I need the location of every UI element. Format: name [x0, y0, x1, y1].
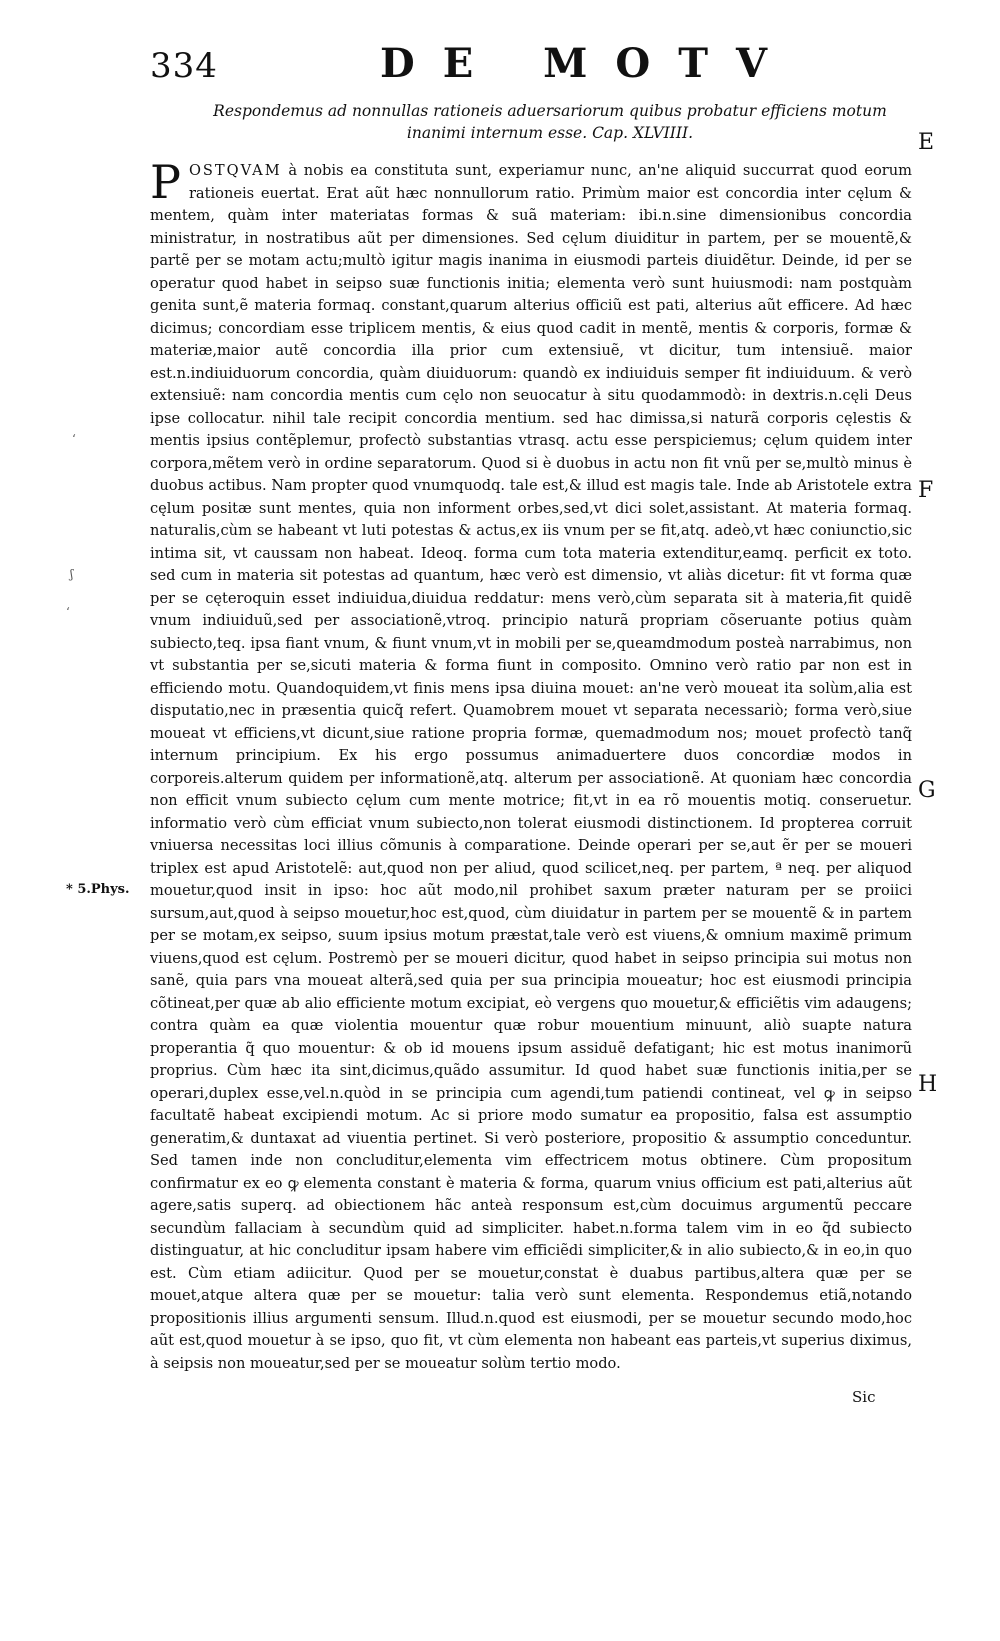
- body-text: [150, 155, 912, 1375]
- catchword: Sic: [852, 1388, 876, 1406]
- margin-letter-h: H: [918, 1072, 938, 1097]
- margin-mark: ʻ: [66, 605, 70, 619]
- chapter-heading: Respondemus ad nonnullas rationeis aduersariorum quibus probatur efficiens motum inanimi internum esse. Cap. XLVIIII.: [213, 102, 887, 142]
- running-title: DE MOTV: [380, 40, 796, 87]
- paragraph-text: à nobis ea constituta sunt, experiamur nunc, an'ne aliquid succurrat quod eorum rationeis euertat. Erat aũt hæc nonnullorum ratio. Primùm maior est concordia inter cęlum & mentem, quàm inter materiatas formas & suã materiam: ibi.n.sine dimensionibus concordia ministratur, in nostratibus aũt per dimensiones. Sed cęlum diuiditur in partem, per se mouentẽ,& partẽ per se motam actu;multò igitur magis inanima in eiusmodi parteis diuidẽtur. Deinde, id per se operatur quod habet in seipso suæ functionis initia; elementa verò sunt huiusmodi: nam postquàm genita sunt,ẽ materia formaq. constant,quarum alterius officiũ est pati, alterius aũt efficere. Ad hæc dicimus; concordiam esse triplicem mentis, & eius quod cadit in mentẽ, mentis & corporis, formæ & materiæ,maior autẽ concordia illa prior cum extensiuẽ, vt dicitur, tum intensiuẽ. maior est.n.indiuiduorum concordia, quàm diuiduorum: quandò ex indiuiduis semper fit indiuiduum. & verò extensiuẽ: nam concordia mentis cum cęlo non seuocatur à situ quodammodò: in dextris.n.cęli Deus ipse collocatur. nihil tale recipit concordia mentium. sed hac dimissa,si naturã corporis cęlestis & mentis ipsius contẽplemur, profectò substantias vtrasq. actu esse perspiciemus; cęlum quidem inter corpora,mẽtem verò in ordine separatorum. Quod si è duobus in actu non fit vnũ per se,multò minus è duobus actibus. Nam propter quod vnumquodq. tale est,& illud est magis tale. Inde ab Aristotele extra cęlum positæ sunt mentes, quia non informent orbes,sed,vt dici solet,assistant. At materia formaq. naturalis,cùm se habeant vt luti potestas & actus,ex iis vnum per se fit,atq. adeò,vt hæc coniunctio,sic intima sit, vt caussam non habeat. Ideoq. forma cum tota materia extenditur,eamq. perficit ex toto. sed cum in materia sit potestas ad quantum, hæc verò est dimensio, vt aliàs dicetur: fit vt forma quæ per se cęteroquin esset indiuidua,diuidua reddatur: mens verò,cùm separata sit à materia,fit quidẽ vnum indiuiduũ,sed per associationẽ,vtroq. principio naturã propriam cõseruante potius quàm subiecto,teq. ipsa fiant vnum, & fiunt vnum,vt in mobili per se,queamdmodum posteà narrabimus, non vt substantia per se,sicuti materia & forma fiunt in composito. Omnino verò ratio par non est in efficiendo motu. Quandoquidem,vt finis mens ipsa diuina mouet: an'ne verò moueat ita solùm,alia est disputatio,nec in præsentia quicq̃ refert. Quamobrem mouet vt separata necessariò; forma verò,siue moueat vt efficiens,vt dicunt,siue ratione propria formæ, quemadmodum nos; mouet profectò tanq̃ internum principium. Ex his ergo possumus animaduertere duos concordiæ modos in corporeis.alterum quidem per informationẽ,atq. alterum per associationẽ. At quoniam hæc concordia non efficit vnum subiecto cęlum cum mente motrice; fit,vt in ea rõ mouentis motiq. conseruetur. informatio verò cùm efficiat vnum subiecto,non tolerat eiusmodi distinctionem. Id propterea corruit vniuersa necessitas loci illius cõmunis à comparatione. Deinde operari per se,aut ẽr per se moueri triplex est apud Aristotelẽ: aut,quod non per aliud, quod scilicet,neq. per partem, ª neq. per aliquod mouetur,quod insit in ipso: hoc aũt modo,nil prohibet saxum præter naturam per se proiici sursum,aut,quod à seipso mouetur,hoc est,quod, cùm diuidatur in partem per se mouentẽ & in partem per se motam,ex seipso, suum ipsius motum præstat,tale verò est viuens,& omnium maximẽ primum viuens,quod est cęlum. Postremò per se moueri dicitur, quod habet in seipso principia sui motus non sanẽ, quia pars vna moueat alterã,sed quia per sua principia moueatur; hoc est eiusmodi principia cõtineat,per quæ ab alio efficiente motum excipiat, eò vergens quo mouetur,& efficiẽtis vim adaugens; contra quàm ea quæ violentia mouentur quæ robur mouentium minuunt, aliò suapte natura properantia q̃ quo mouentur: & ob id mouens ipsum assiduẽ defatigant; hic est motus inanimorũ proprius. Cùm hæc ita sint,dicimus,quãdo assumitur. Id quod habet suæ functionis initia,per se operari,duplex esse,vel.n.quòd in se principia cum agendi,tum patiendi contineat, vel ꝙ in seipso facultatẽ habeat excipiendi motum. Ac si priore modo sumatur ea propositio, falsa est assumptio generatim,& duntaxat ad viuentia pertinet. Si verò posteriore, propositio & assumptio conceduntur. Sed tamen inde non concluditur,elementa vim effectricem motus obtinere. Cùm propositum confirmatur ex eo ꝙ elementa constant è materia & forma, quarum vnius officium est pati,alterius aũt agere,satis superq. ad obiectionem hãc anteà responsum est,cùm docuimus argumentũ peccare secundùm fallaciam à secundùm quid ad simpliciter. habet.n.forma talem vim in eo q̃d subiecto distinguatur, at hic concluditur ipsam habere vim efficiẽdi simpliciter,& in alio subiecto,& in eo,in quo est. Cùm etiam adiicitur. Quod per se mouetur,constat è duabus partibus,altera quæ per se mouet,atque altera quæ per se mouetur: talia verò sunt elementa. Respondemus etiã,notando propositionis illius argumenti sensum. Illud.n.quod est eiusmodi, per se mouetur secundo modo,hoc aũt est,quod mouetur à se ipso, quo fit, vt cùm elementa non habeant eas parteis,vt superius diximus, à seipsis non moueatur,sed per se moueatur solùm tertio modo.: [150, 162, 912, 1372]
- page-number: 334: [150, 46, 218, 86]
- margin-mark: ʻ: [72, 432, 76, 446]
- margin-letter-f: F: [918, 478, 934, 503]
- drop-cap: P: [150, 155, 181, 209]
- margin-letter-g: G: [918, 778, 936, 803]
- margin-mark: ʃ: [70, 567, 74, 581]
- marginal-reference: * 5.Phys.: [66, 882, 130, 897]
- opening-words: OSTQVAM: [188, 162, 282, 179]
- margin-letter-e: E: [918, 130, 935, 155]
- paragraph: [150, 155, 912, 1375]
